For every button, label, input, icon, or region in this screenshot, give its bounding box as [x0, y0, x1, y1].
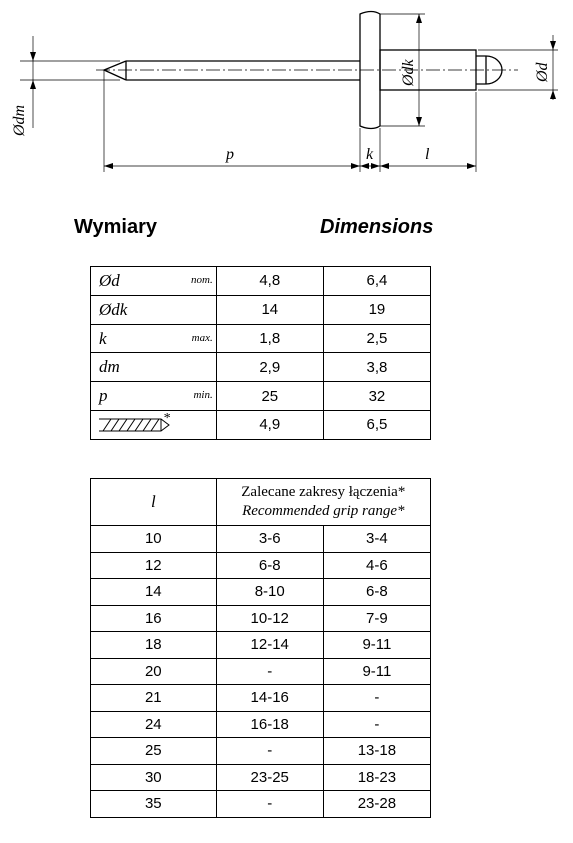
- qualifier: nom.: [191, 274, 213, 286]
- value: 2,9: [216, 353, 323, 382]
- table-row: [91, 526, 431, 553]
- table-row: [91, 382, 431, 411]
- heading-polish: Wymiary: [74, 216, 158, 238]
- l-value: 20: [91, 658, 217, 685]
- table-row: [91, 353, 431, 382]
- value: 4,9: [216, 410, 323, 439]
- l-value: 21: [91, 685, 217, 712]
- l-value: 14: [91, 579, 217, 606]
- header-english: Recommended grip range*: [242, 503, 405, 519]
- table-row: [91, 295, 431, 324]
- qualifier: max.: [191, 331, 213, 344]
- table-row: [91, 410, 431, 439]
- grip-b: 13-18: [323, 738, 430, 765]
- value: 3,8: [323, 353, 430, 382]
- grip-b: 9-11: [323, 658, 430, 685]
- table-row: [91, 552, 431, 579]
- grip-a: 3-6: [216, 526, 323, 553]
- rivet-drawing: [0, 0, 573, 200]
- value: 2,5: [323, 324, 430, 353]
- table-row: [91, 632, 431, 659]
- footnote-marker: *: [163, 410, 170, 426]
- table-header: [91, 479, 431, 526]
- table-row: [91, 685, 431, 712]
- p-label: p: [226, 146, 234, 163]
- dimensions-table: [90, 266, 431, 440]
- symbol: k: [99, 328, 107, 348]
- grip-b: 23-28: [323, 791, 430, 818]
- table-row: [91, 605, 431, 632]
- grip-a: -: [216, 658, 323, 685]
- l-value: 18: [91, 632, 217, 659]
- l-value: 24: [91, 711, 217, 738]
- grip-b: 18-23: [323, 764, 430, 791]
- grip-b: -: [323, 711, 430, 738]
- symbol: Ød: [99, 271, 120, 290]
- grip-b: 4-6: [323, 552, 430, 579]
- table-row: [91, 791, 431, 818]
- grip-a: 8-10: [216, 579, 323, 606]
- value: 32: [323, 382, 430, 411]
- value: 6,4: [323, 267, 430, 296]
- table-row: [91, 711, 431, 738]
- l-value: 30: [91, 764, 217, 791]
- value: 6,5: [323, 410, 430, 439]
- grip-a: -: [216, 738, 323, 765]
- grip-a: 14-16: [216, 685, 323, 712]
- value: 14: [216, 295, 323, 324]
- grip-a: 6-8: [216, 552, 323, 579]
- grip-b: -: [323, 685, 430, 712]
- grip-b: 9-11: [323, 632, 430, 659]
- l-value: 16: [91, 605, 217, 632]
- value: 19: [323, 295, 430, 324]
- qualifier: min.: [193, 389, 213, 402]
- value: 25: [216, 382, 323, 411]
- value: 1,8: [216, 324, 323, 353]
- dk-label: Ødk: [400, 59, 417, 86]
- dm-label: Ødm: [11, 104, 28, 136]
- l-value: 35: [91, 791, 217, 818]
- l-label: l: [425, 146, 430, 163]
- k-label: k: [366, 146, 374, 163]
- header-grip-range: [216, 479, 430, 526]
- grip-b: 6-8: [323, 579, 430, 606]
- table-row: [91, 579, 431, 606]
- header-polish: Zalecane zakresy łączenia*: [241, 484, 406, 500]
- grip-a: -: [216, 791, 323, 818]
- table-row: [91, 324, 431, 353]
- table-row: [91, 738, 431, 765]
- heading-english: Dimensions: [320, 216, 434, 238]
- grip-a: 10-12: [216, 605, 323, 632]
- table-row: [91, 267, 431, 296]
- grip-a: 23-25: [216, 764, 323, 791]
- table-row: [91, 764, 431, 791]
- grip-a: 16-18: [216, 711, 323, 738]
- grip-range-table: [90, 478, 431, 818]
- symbol: Ødk: [99, 299, 128, 319]
- symbol: p: [99, 386, 108, 406]
- l-value: 10: [91, 526, 217, 553]
- header-l: l: [91, 479, 217, 526]
- grip-a: 12-14: [216, 632, 323, 659]
- d-label: Ød: [534, 62, 551, 82]
- grip-b: 7-9: [323, 605, 430, 632]
- l-value: 25: [91, 738, 217, 765]
- grip-b: 3-4: [323, 526, 430, 553]
- value: 4,8: [216, 267, 323, 296]
- l-value: 12: [91, 552, 217, 579]
- table-row: [91, 658, 431, 685]
- symbol: dm: [99, 357, 120, 377]
